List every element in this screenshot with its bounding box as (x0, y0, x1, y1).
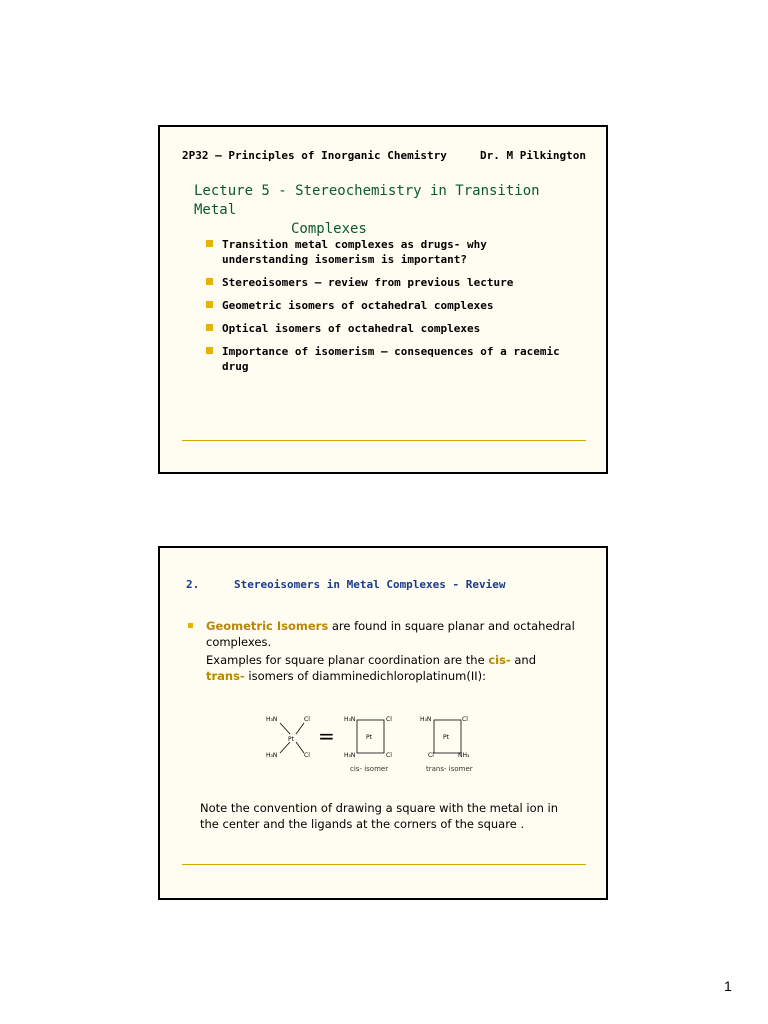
cis-term: cis- (488, 653, 511, 667)
list-item-text: Transition metal complexes as drugs- why understanding isomerism is important? (222, 238, 487, 266)
metal-label: Pt (366, 734, 372, 741)
slide-title-text: Stereoisomers in Metal Complexes - Review (234, 578, 506, 591)
list-item (206, 344, 576, 374)
bullet-icon (206, 240, 213, 247)
trans-isomer-label: trans- isomer (426, 765, 473, 773)
bullet-icon (188, 623, 193, 628)
ligand-label: Cl (386, 716, 392, 723)
footer-divider (182, 440, 586, 441)
footer-divider (182, 864, 586, 865)
convention-note: Note the convention of drawing a square with the metal ion in the center and the ligands at the corners of the square . (200, 801, 559, 831)
ligand-label: Cl (304, 716, 310, 723)
cis-isomer-label: cis- isomer (350, 765, 389, 773)
paragraph-text: Examples for square planar coordination are the (206, 653, 489, 667)
slide-1 (158, 125, 608, 474)
paragraph-text: isomers of diamminedichloroplatinum(II): (244, 669, 487, 683)
lecture-title (194, 182, 584, 239)
topic-list (206, 237, 576, 382)
list-item (206, 275, 576, 290)
equals-sign: = (318, 724, 335, 748)
lecture-title-line2: Complexes (291, 221, 367, 237)
ligand-label: H₃N (344, 716, 356, 723)
list-item-text: Geometric isomers of octahedral complexes (222, 299, 494, 312)
course-title: 2P32 – Principles of Inorganic Chemistry (182, 149, 447, 162)
trans-term: trans- (206, 669, 245, 683)
list-item (206, 298, 576, 313)
bullet-icon (206, 324, 213, 331)
bullet-icon (206, 347, 213, 354)
ligand-label: Cl (428, 752, 434, 759)
paragraph-text: and (510, 653, 537, 667)
ligand-label: Cl (386, 752, 392, 759)
paragraph-geometric (188, 618, 578, 650)
ligand-label: Cl (304, 752, 310, 759)
list-item-text: Optical isomers of octahedral complexes (222, 322, 481, 335)
list-item-text: Stereoisomers – review from previous lecture (222, 276, 514, 289)
ligand-label: NH₃ (458, 752, 470, 759)
metal-label: Pt (443, 734, 449, 741)
list-item (206, 237, 576, 267)
bullet-icon (206, 301, 213, 308)
slide-number: 2. (186, 578, 200, 591)
ligand-label: H₃N (420, 716, 432, 723)
geometric-term: Geometric Isomers (206, 619, 329, 633)
paragraph-text: are found in square planar and octahedral complexes. (206, 619, 575, 649)
page-number: 1 (724, 978, 732, 994)
list-item (206, 321, 576, 336)
slide-body (188, 618, 578, 684)
ligand-label: H₃N (266, 752, 278, 759)
ligand-label: H₃N (266, 716, 278, 723)
slide-title (186, 578, 506, 591)
slide-header (182, 149, 586, 162)
ligand-label: Cl (462, 716, 468, 723)
author: Dr. M Pilkington (480, 149, 586, 162)
platinum-isomers-diagram (260, 708, 480, 776)
list-item-text: Importance of isomerism – consequences of a racemic drug (222, 345, 560, 373)
metal-label: Pt (288, 736, 294, 743)
paragraph-examples (188, 652, 578, 684)
bullet-icon (206, 278, 213, 285)
slide-2 (158, 546, 608, 900)
ligand-label: H₃N (344, 752, 356, 759)
lecture-title-line1: Lecture 5 - Stereochemistry in Transition Metal (194, 183, 540, 218)
